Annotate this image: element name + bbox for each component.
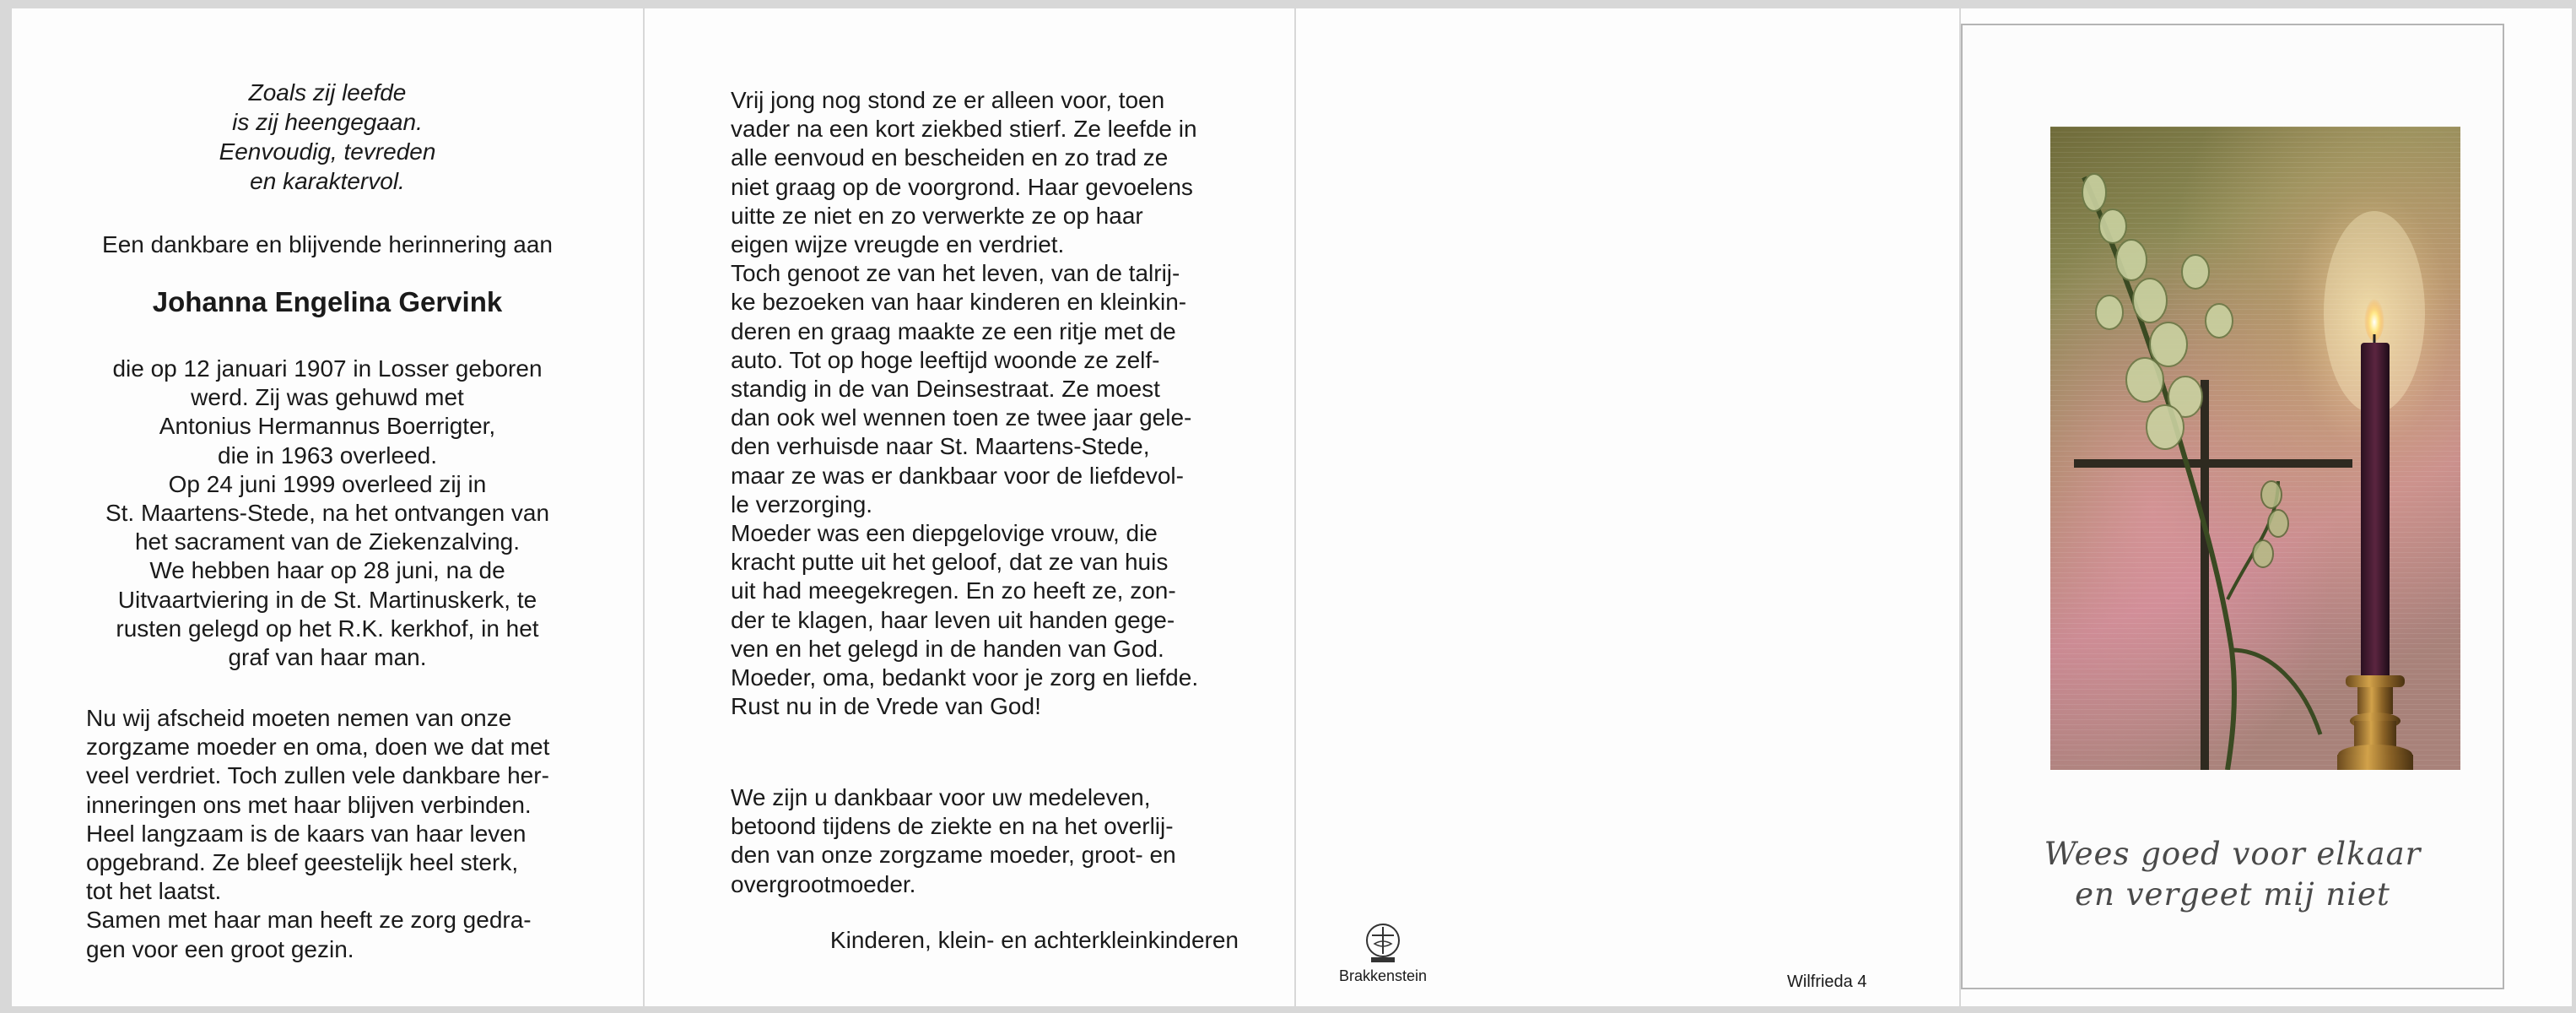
story-line: standig in de van Deinsestraat. Ze moest: [731, 376, 1160, 403]
bio-line: Uitvaartviering in de St. Martinuskerk, te: [117, 586, 537, 613]
cover-page: [1961, 8, 2572, 1006]
story-line: ke bezoeken van haar kinderen en kleinkin-: [731, 289, 1187, 316]
story-line: Vrij jong nog stond ze er alleen voor, toen: [731, 87, 1165, 113]
cover-motto: [1963, 834, 2503, 915]
bio-line: die in 1963 overleed.: [218, 441, 437, 469]
farewell-line: Samen met haar man heeft ze zorg gedra-: [86, 907, 532, 934]
bio-line: werd. Zij was gehuwd met: [191, 384, 464, 411]
story-line: Moeder was een diepgelovige vrouw, die: [731, 520, 1158, 547]
cover-frame: [1961, 24, 2504, 989]
publisher-name: Brakkenstein: [1338, 967, 1428, 984]
thanks-line: den van onze zorgzame moeder, groot- en: [731, 842, 1176, 869]
thanks-line: betoond tijdens de ziekte en na het overlij-: [731, 813, 1174, 840]
candle-cross-photo: [2050, 127, 2460, 770]
story-line: niet graag op de voorgrond. Haar gevoelens: [731, 173, 1193, 200]
story-line: den verhuisde naar St. Maartens-Stede,: [731, 433, 1150, 460]
bio-line: rusten gelegd op het R.K. kerkhof, in het: [116, 615, 539, 642]
farewell-line: tot het laatst.: [86, 878, 222, 905]
story-line: Moeder, oma, bedankt voor je zorg en liefde.: [731, 664, 1199, 691]
memorial-intro: Een dankbare en blijvende herinnering aan: [102, 231, 553, 257]
motto-line: Wees goed voor elkaar: [2044, 836, 2422, 872]
farewell-line: zorgzame moeder en oma, doen we dat met: [86, 734, 550, 761]
thanks-line: overgrootmoeder.: [731, 870, 916, 897]
story-line: vader na een kort ziekbed stierf. Ze leefde in: [731, 116, 1197, 143]
story-line: maar ze was er dankbaar voor de liefdevol-: [731, 462, 1184, 489]
story-line: der te klagen, haar leven uit handen gege-: [731, 606, 1175, 633]
story-line: uit had meegekregen. En zo heeft ze, zon-: [731, 577, 1176, 604]
story-line: auto. Tot op hoge leeftijd woonde ze zelf-: [731, 346, 1160, 373]
publisher-logo: [1337, 920, 1429, 985]
story-line: deren en graag maakte ze een ritje met de: [731, 317, 1176, 344]
bio-line: het sacrament van de Ziekenzalving.: [134, 528, 521, 555]
family-signature: Kinderen, klein- en achterkleinkinderen: [829, 927, 1239, 953]
farewell-line: opgebrand. Ze bleef geestelijk heel sterk,: [86, 849, 519, 876]
left-page: [12, 8, 643, 1006]
poem-line: Zoals zij leefde: [248, 79, 407, 106]
farewell-line: gen voor een groot gezin.: [86, 935, 354, 962]
farewell-line: Heel langzaam is de kaars van haar leven: [86, 820, 527, 847]
story-line: dan ook wel wennen toen ze twee jaar gele-: [731, 404, 1192, 431]
bio-line: Op 24 juni 1999 overleed zij in: [168, 470, 487, 497]
farewell-line: veel verdriet. Toch zullen vele dankbare her-: [86, 762, 549, 789]
farewell-paragraph: [86, 704, 549, 964]
story-line: ven en het gelegd in de handen van God.: [731, 635, 1164, 662]
poem-line: Eenvoudig, tevreden: [219, 138, 436, 165]
motto-line: en vergeet mij niet: [2075, 876, 2390, 913]
bio-line: graf van haar man.: [228, 644, 427, 671]
brakkenstein-logo-icon: [1364, 920, 1402, 964]
back-page: [1296, 8, 1959, 1006]
story-line: eigen wijze vreugde en verdriet.: [731, 231, 1065, 258]
deceased-name: Johanna Engelina Gervink: [152, 286, 503, 317]
opening-poem: [12, 78, 643, 196]
middle-page: [645, 8, 1294, 1006]
bio-line: die op 12 januari 1907 in Losser geboren: [112, 355, 543, 382]
story-line: Toch genoot ze van het leven, van de talrij-: [731, 260, 1180, 287]
thanks-line: We zijn u dankbaar voor uw medeleven,: [731, 784, 1151, 810]
poem-line: is zij heengegaan.: [232, 109, 423, 135]
farewell-line: inneringen ons met haar blijven verbinden.: [86, 791, 532, 818]
story-line: kracht putte uit het geloof, dat ze van huis: [731, 549, 1169, 576]
bio-line: We hebben haar op 28 juni, na de: [149, 557, 505, 584]
bio-line: St. Maartens-Stede, na het ontvangen van: [105, 500, 550, 527]
thanks-paragraph: [731, 783, 1176, 899]
story-line: le verzorging.: [731, 490, 873, 517]
poem-line: en karaktervol.: [250, 168, 405, 194]
candle-flower-cross-image: [2050, 127, 2460, 770]
biography: [12, 355, 643, 672]
card-code: Wilfrieda 4: [1787, 972, 1867, 991]
farewell-line: Nu wij afscheid moeten nemen van onze: [86, 705, 512, 731]
story-line: uitte ze niet en zo verwerkte ze op haar: [731, 202, 1143, 229]
story-line: Rust nu in de Vrede van God!: [731, 693, 1041, 720]
bio-line: Antonius Hermannus Boerrigter,: [159, 413, 496, 440]
life-story-paragraph: [731, 86, 1198, 721]
story-line: alle eenvoud en bescheiden en zo trad ze: [731, 144, 1169, 171]
